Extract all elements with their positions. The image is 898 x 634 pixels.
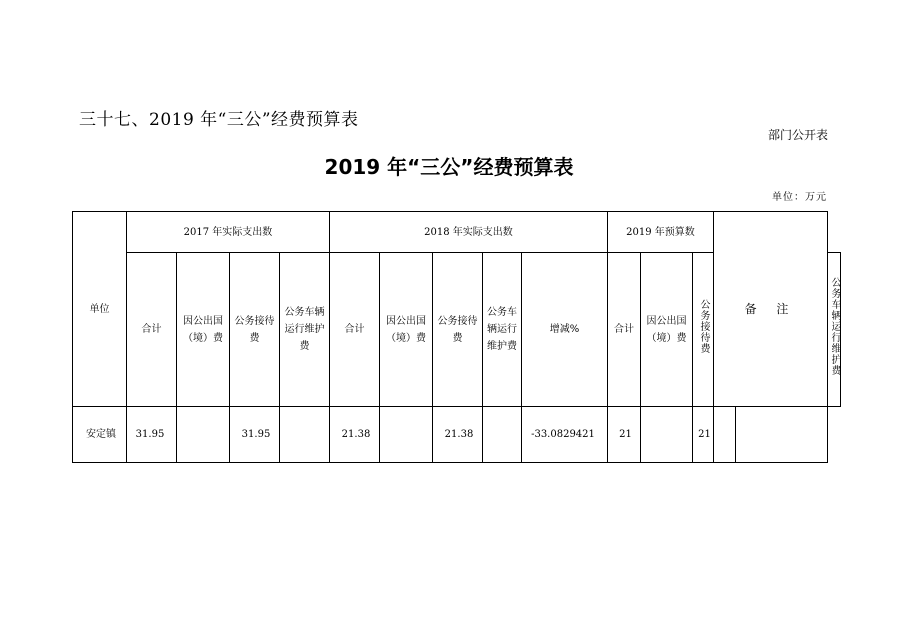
col-2018-overseas: 因公出国（境）费	[380, 253, 433, 407]
cell-2019-overseas	[641, 407, 693, 463]
cell-2019-total: 21	[608, 407, 641, 463]
table-row	[73, 407, 841, 463]
document-title: 2019 年“三公”经费预算表	[324, 155, 574, 179]
row-unit-name: 安定镇	[73, 407, 127, 463]
cell-2017-overseas	[177, 407, 230, 463]
col-2018-vehicle: 公务车辆运行维护费	[483, 253, 522, 407]
remark-header: 备 注	[714, 212, 828, 407]
col-2019-reception: 公务接待费	[693, 253, 714, 407]
col-2019-total: 合计	[608, 253, 641, 407]
unit-header: 单位	[73, 212, 127, 407]
group-header-2018: 2018 年实际支出数	[330, 212, 608, 253]
department-disclosure-note: 部门公开表	[767, 128, 828, 142]
section-heading: 三十七、2019 年“三公”经费预算表	[79, 110, 359, 130]
cell-2017-reception: 31.95	[230, 407, 280, 463]
col-2017-vehicle: 公务车辆运行维护费	[280, 253, 330, 407]
cell-2019-vehicle	[714, 407, 736, 463]
unit-note: 单位：万元	[772, 192, 827, 203]
col-2018-total: 合计	[330, 253, 380, 407]
budget-table	[72, 211, 841, 463]
group-header-2019: 2019 年预算数	[608, 212, 714, 253]
cell-2018-reception: 21.38	[433, 407, 483, 463]
col-2018-reception: 公务接待费	[433, 253, 483, 407]
cell-2017-total: 31.95	[127, 407, 177, 463]
col-2019-vehicle: 公务车辆运行维护费	[828, 253, 841, 407]
cell-2018-vehicle	[483, 407, 522, 463]
cell-2019-reception: 21	[693, 407, 714, 463]
col-2018-change-pct: 增减%	[522, 253, 608, 407]
cell-remark	[736, 407, 828, 463]
col-2017-total: 合计	[127, 253, 177, 407]
group-header-2017: 2017 年实际支出数	[127, 212, 330, 253]
col-2017-reception: 公务接待费	[230, 253, 280, 407]
col-2017-overseas: 因公出国（境）费	[177, 253, 230, 407]
cell-2018-overseas	[380, 407, 433, 463]
cell-2017-vehicle	[280, 407, 330, 463]
cell-2018-change-pct: -33.0829421	[522, 407, 608, 463]
col-2019-overseas: 因公出国（境）费	[641, 253, 693, 407]
cell-2018-total: 21.38	[330, 407, 380, 463]
